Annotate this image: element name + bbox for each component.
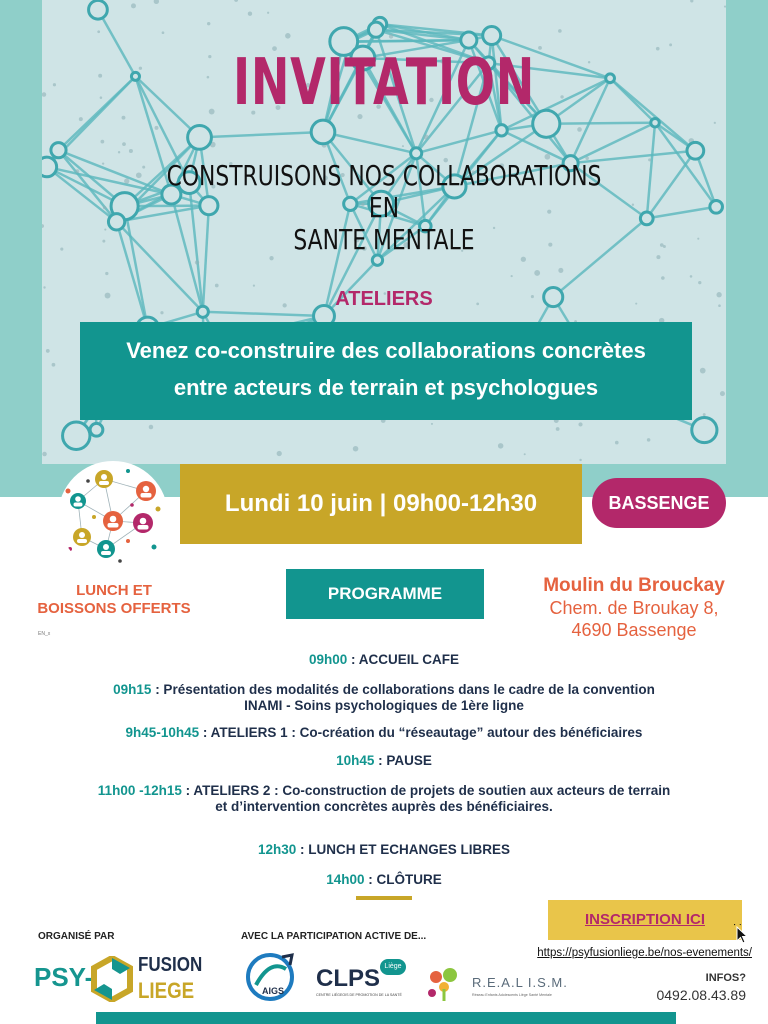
schedule-time: 12h30 (257, 842, 297, 857)
venue-city: 4690 Bassenge (571, 620, 697, 640)
people-network-icon (58, 461, 168, 571)
aigs-logo-text: AIGS (262, 986, 285, 996)
venue-name: Moulin du Brouckay (543, 575, 725, 596)
schedule-text: : Présentation des modalités de collaborations dans le cadre de la convention (151, 682, 655, 697)
schedule-item (30, 652, 738, 668)
schedule-item (30, 783, 738, 815)
schedule-text: : LUNCH ET ECHANGES LIBRES (296, 842, 511, 857)
schedule-time: 09h00 (308, 652, 348, 667)
tagline-line-1: Venez co-construire des collaborations concrètes (126, 338, 646, 363)
programme-heading: PROGRAMME (286, 569, 484, 619)
tiny-note: EN_x (38, 631, 51, 637)
psy-logo-liege: LIEGE (138, 978, 195, 1003)
realism-logo (424, 965, 574, 1005)
ateliers-heading: ATELIERS (335, 288, 433, 310)
schedule-time: 11h00 -12h15 (97, 783, 182, 798)
organised-by-label: ORGANISÉ PAR (38, 931, 115, 942)
realism-logo-text: R.E.A.L I.S.M. (472, 975, 568, 990)
schedule-text: : CLÔTURE (364, 872, 442, 887)
cursor-icon (734, 924, 752, 946)
schedule-text: : ACCUEIL CAFE (347, 652, 460, 667)
tagline-box (80, 322, 692, 420)
infos-label: INFOS? (705, 972, 746, 984)
schedule-text: : PAUSE (374, 753, 432, 768)
location-badge: BASSENGE (592, 478, 726, 528)
realism-logo-caption: Réseau Enfants Adolescents Liège Santé Mentale (472, 993, 552, 997)
schedule-item (30, 842, 738, 858)
schedule-text: : ATELIERS 1 : Co-création du “réseautage” autour des bénéficiaires (199, 725, 643, 740)
subtitle-line-1: CONSTRUISONS NOS COLLABORATIONS EN (166, 159, 602, 224)
subtitle-line-2: SANTE MENTALE (293, 223, 475, 256)
lunch-line-2: BOISSONS OFFERTS (37, 600, 191, 617)
infos-phone: 0492.08.43.89 (656, 987, 746, 1003)
event-date-box: Lundi 10 juin | 09h00-12h30 (180, 464, 582, 544)
schedule-time: 9h45-10h45 (125, 725, 200, 740)
schedule-time: 09h15 (113, 682, 152, 697)
bottom-accent-bar (96, 1012, 676, 1024)
venue-street: Chem. de Broukay 8, (549, 598, 719, 618)
tagline-line-2: entre acteurs de terrain et psychologues (173, 375, 599, 400)
schedule-item (30, 872, 738, 888)
schedule-item (30, 682, 738, 714)
psy-fusion-logo (34, 950, 204, 1008)
page-title: INVITATION (233, 46, 535, 120)
clps-logo (312, 957, 412, 1003)
psy-logo-fusion: FUSION (138, 954, 203, 976)
schedule-text-line-2: et d’intervention concrètes auprès des bénéficiaires. (215, 799, 553, 814)
lunch-notice (14, 582, 214, 618)
lunch-line-1: LUNCH ET (76, 582, 152, 599)
schedule-item (30, 725, 738, 741)
participation-label: AVEC LA PARTICIPATION ACTIVE DE... (241, 931, 427, 942)
registration-link[interactable]: https://psyfusionliege.be/nos-evenements/ (537, 947, 752, 959)
clps-logo-badge: Liège (380, 959, 406, 975)
inscription-button[interactable]: INSCRIPTION ICI (548, 900, 742, 940)
schedule-text: : ATELIERS 2 : Co-construction de projets de soutien aux acteurs de terrain (181, 783, 671, 798)
divider-rule (356, 896, 412, 900)
venue-address (500, 575, 768, 641)
schedule-time: 14h00 (326, 872, 365, 887)
clps-logo-caption: CENTRE LIÉGEOIS DE PROMOTION DE LA SANTÉ (316, 993, 402, 997)
schedule-time: 10h45 (336, 753, 375, 768)
aigs-logo (244, 951, 298, 1001)
clps-logo-text: CLPS (316, 965, 381, 992)
page-subtitle (150, 160, 618, 256)
schedule-text-line-2: INAMI - Soins psychologiques de 1ère ligne (244, 698, 524, 713)
schedule-item (30, 753, 738, 769)
psy-logo-left: PSY- (34, 962, 94, 992)
